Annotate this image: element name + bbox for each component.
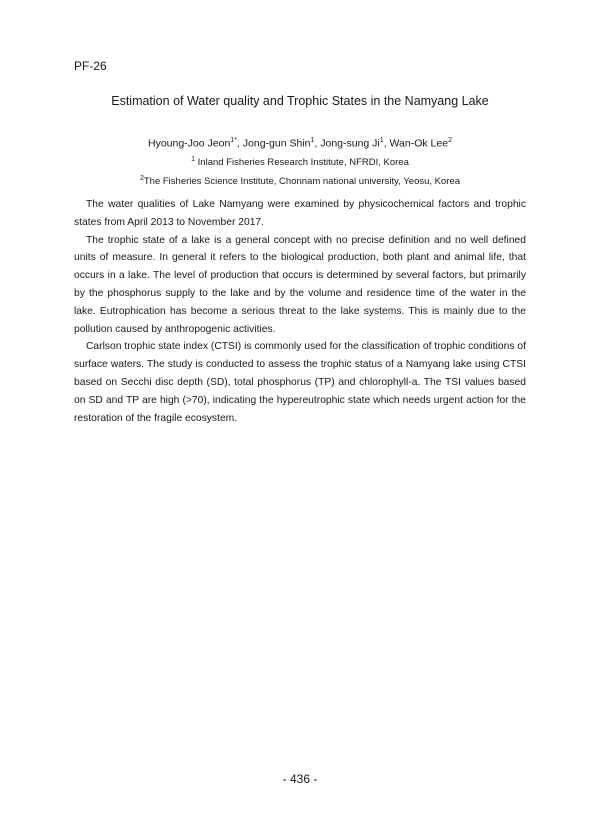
author-name: Jong-gun Shin	[242, 137, 311, 150]
author-block	[0, 133, 600, 190]
affiliation-text: The Fisheries Science Institute, Chonnam national university, Yeosu, Korea	[143, 175, 461, 187]
affiliation-text: Inland Fisheries Research Institute, NFRDI, Korea	[195, 156, 409, 168]
author-list	[0, 133, 600, 152]
author-name: Jong-sung Ji	[320, 137, 380, 150]
author-affiliation-mark: 1	[310, 137, 315, 144]
author-separator: ,	[236, 137, 243, 150]
author-name: Wan-Ok Lee	[389, 137, 449, 150]
paper-title: Estimation of Water quality and Trophic States in the Namyang Lake	[111, 94, 489, 108]
affiliation-1	[0, 152, 600, 171]
author-name: Hyoung-Joo Jeon	[147, 137, 231, 150]
affiliation-mark: 2	[139, 174, 144, 182]
abstract-paragraph: The water qualities of Lake Namyang were examined by physicochemical factors and trophic states from April 2013 to November 2017.	[74, 199, 526, 228]
abstract-paragraph: Carlson trophic state index (CTSI) is commonly used for the classification of trophic conditions of surface waters. The study is conducted to assess the trophic status of a Namyang lake using CTSI based on Secchi disc depth (SD), total phosphorus (TP) and chlorophyll-a. The TSI values based on SD and TP are high (>70), indicating the hypereutrophic state which needs urgent action for the restoration of the fragile ecosystem.	[74, 341, 526, 424]
affiliation-mark: 1	[191, 155, 196, 163]
author-affiliation-mark: 1	[379, 137, 384, 144]
author-affiliation-mark: 1*	[230, 137, 237, 144]
abstract-paragraph: The trophic state of a lake is a general concept with no precise definition and no well defined units of measure. In general it refers to the biological production, both plant and animal life, that occurs in a lake. The level of production that occurs is determined by several factors, but primarily by the phosphorus supply to the lake and by the volume and residence time of the water in the lake. Eutrophication has become a serious threat to the lake systems. This is mainly due to the pollution caused by anthropogenic activities.	[74, 234, 526, 335]
page-number: - 436 -	[282, 772, 318, 786]
author-separator: ,	[383, 137, 390, 150]
affiliation-2	[0, 171, 600, 190]
author-separator: ,	[314, 137, 321, 150]
abstract-body	[74, 196, 526, 427]
paper-code: PF-26	[74, 59, 107, 73]
author-affiliation-mark: 2	[448, 137, 452, 144]
